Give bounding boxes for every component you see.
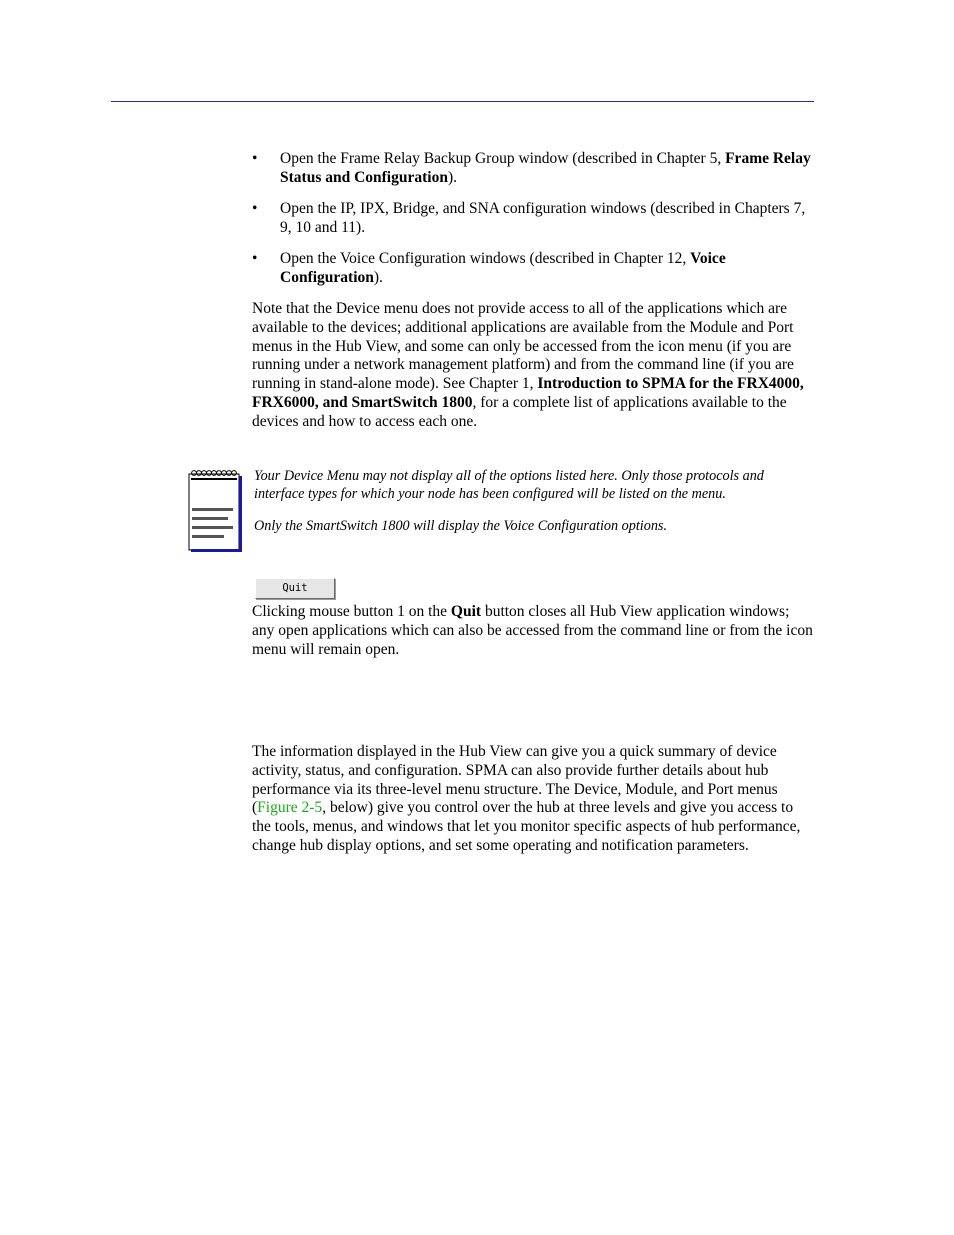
bullet-glyph: •: [252, 200, 258, 217]
hub-view-paragraph: The information displayed in the Hub View can give you a quick summary of device activity, status, and configuration. SPMA can also provide further details about hub performance via its three-level menu structure. The Device, Module, and Port menus (Figure 2-5, below) give you control over the hub at three levels and give you access to the tools, menus, and windows that let you monitor specific aspects of hub performance, change hub display options, and set some operating and notification parameters.: [252, 743, 801, 854]
bullet-glyph: •: [252, 150, 258, 167]
bold-chapter-ref: Frame Relay Status and Configuration: [280, 150, 811, 186]
bullet-glyph: •: [252, 250, 258, 267]
bullet-item-frame-relay: [252, 150, 814, 188]
header-rule: [111, 101, 814, 102]
note-text-options: Your Device Menu may not display all of the options listed here. Only those protocols and interface types for which your node has been configured will be listed on the menu.: [254, 468, 764, 502]
bullet-item-voice: [252, 250, 814, 288]
device-menu-paragraph: Note that the Device menu does not provide access to all of the applications which are available to the devices; additional applications are available from the Module and Port menus in the Hub View, and some can only be accessed from the icon menu (if you are running under a network management platform) and from the command line (if you are running in stand-alone mode). See Chapter 1, Introduction to SPMA for the FRX4000, FRX6000, and SmartSwitch 1800, for a complete list of applications available to the devices and how to access each one.: [252, 300, 804, 430]
quit-paragraph: Clicking mouse button 1 on the Quit button closes all Hub View application windows; any open applications which can also be accessed from the command line or from the icon menu will remain open.: [252, 603, 813, 658]
bullet-text: Open the IP, IPX, Bridge, and SNA configuration windows (described in Chapters 7, 9, 10 and 11).: [280, 200, 806, 236]
figure-2-5-link[interactable]: Figure 2-5: [257, 799, 323, 817]
quit-button[interactable]: Quit: [255, 578, 335, 599]
bullet-item-ip-ipx: [252, 200, 814, 238]
note-text-voice: Only the SmartSwitch 1800 will display the Voice Configuration options.: [254, 518, 667, 534]
note-icon: [187, 468, 242, 552]
bullet-text: Open the Voice Configuration windows (described in Chapter 12, Voice Configuration).: [280, 250, 726, 286]
bold-chapter-ref: Voice Configuration: [280, 250, 726, 286]
bold-chapter-ref: Introduction to SPMA for the FRX4000, FRX6000, and SmartSwitch 1800: [252, 375, 804, 411]
bullet-text: Open the Frame Relay Backup Group window (described in Chapter 5, Frame Relay Status and Configuration).: [280, 150, 811, 186]
bold-quit: Quit: [450, 603, 482, 620]
